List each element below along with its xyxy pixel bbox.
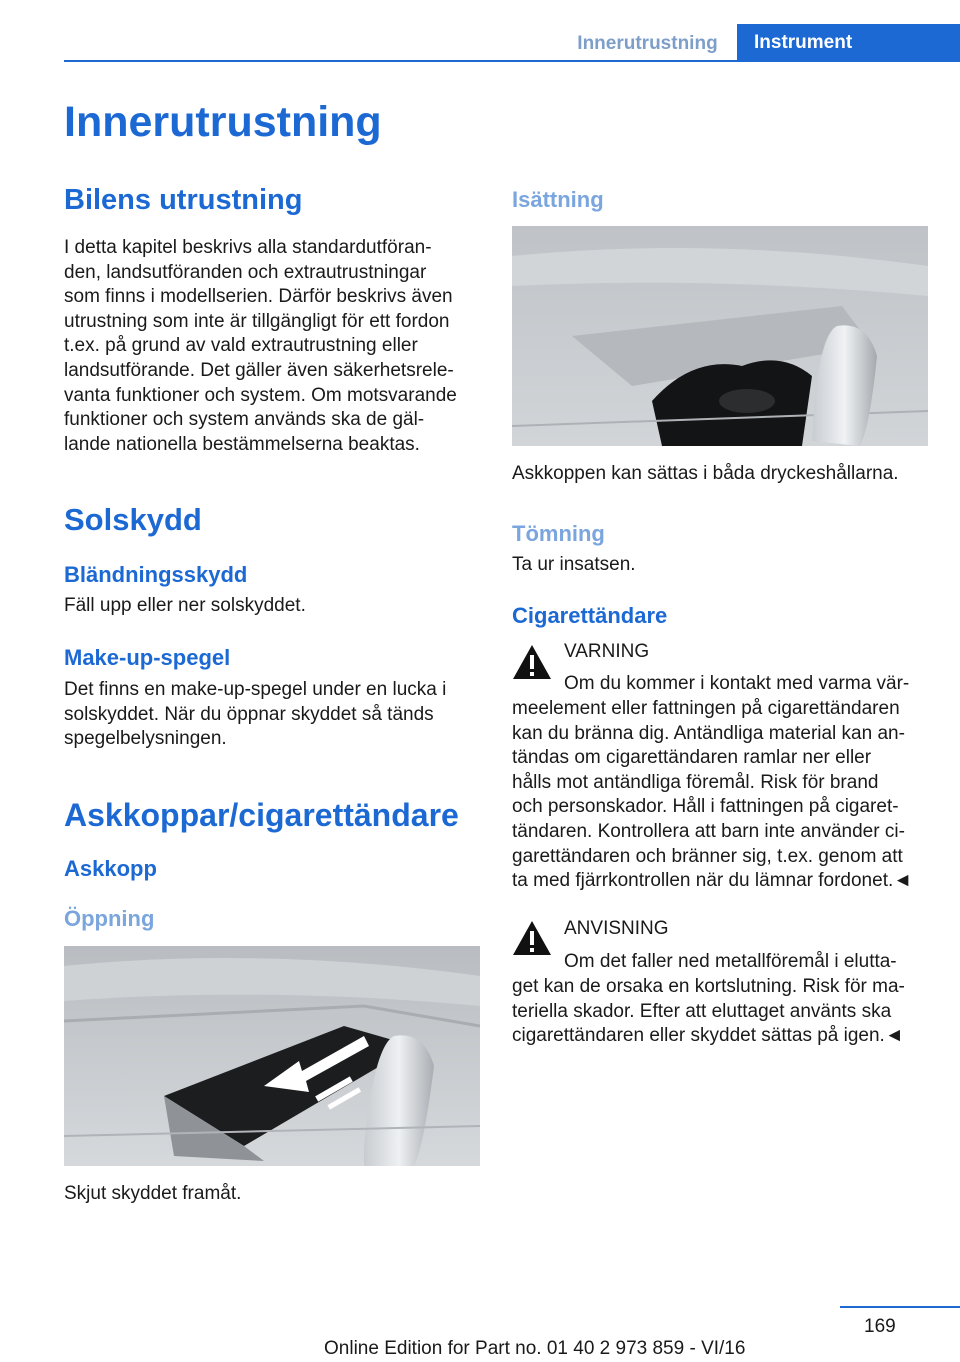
notice-icon: [512, 920, 552, 956]
section-text-bilens-utrustning: I detta kapitel beskrivs alla standardutföran- den, landsutföranden och extrautrustningar som finns i modellserien. Därför beskrivs även utrustning som inte är tillgängligt för ett fordon t.ex. på grund av vald extrautrustning eller landsutförande. Det gäller även säkerhetsrele- vanta funktioner och system. Om motsvarande funktioner och system används ska de gäl- lande nationella bestämmelserna beaktas.: [64, 237, 457, 455]
footer-rule: [840, 1306, 960, 1308]
page-title: Innerutrustning: [64, 98, 382, 146]
section-title-askkoppar: Askkoppar/cigarettändare: [64, 797, 459, 833]
footer-edition: Online Edition for Part no. 01 40 2 973 859 - VI/16: [324, 1338, 746, 1359]
subsection-text-blandningsskydd: Fäll upp eller ner solskyddet.: [64, 595, 306, 616]
notice-label: ANVISNING: [564, 918, 669, 939]
caption-photo-1: Skjut skyddet framåt.: [64, 1183, 242, 1204]
subsection-text-tomning: Ta ur insatsen.: [512, 554, 636, 575]
header-section-tab[interactable]: Innerutrustning: [577, 33, 718, 54]
subsection-text-make-up-spegel: Det finns en make-up-spegel under en lucka i solskyddet. När du öppnar skyddet så tänds spegelbelysningen.: [64, 679, 447, 750]
page-number: 169: [864, 1316, 896, 1337]
warning-label: VARNING: [564, 641, 650, 662]
subsection-title-cigarettandare: Cigarettändare: [512, 603, 668, 628]
warning-first-line: Om du kommer i kontakt med varma vär-: [564, 673, 910, 694]
subsection-title-tomning: Tömning: [512, 521, 605, 546]
notice-first-line: Om det faller ned metallföremål i elutta-: [564, 951, 897, 972]
caption-photo-2: Askkoppen kan sättas i båda dryckeshållarna.: [512, 463, 899, 484]
subsection-title-isattning: Isättning: [512, 187, 604, 212]
subsection-title-oppning: Öppning: [64, 906, 155, 931]
subsection-title-blandningsskydd: Bländningsskydd: [64, 562, 248, 587]
header-rule: [64, 60, 960, 62]
header-chapter-tab[interactable]: Instrument: [737, 24, 960, 62]
warning-text: meelement eller fattningen på cigarettändaren kan du bränna dig. Antändliga material kan an- tändas om cigarettändaren ramlar ner eller hålls mot antändliga föremål. Risk för brand och personskador. Håll i fattningen på cigaret- tändaren. Kontrollera att barn inte använder ci- garettändaren och bränner sig, t.ex. genom att ta med fjärrkontrollen när du lämnar fordonet.◄: [512, 698, 913, 892]
notice-text: get kan de orsaka en kortslutning. Risk för ma- teriella skador. Efter att eluttaget använts ska cigarettändaren eller skyddet sättas på igen.◄: [512, 976, 905, 1047]
photo-ashtray-cover: [64, 946, 480, 1166]
section-title-bilens-utrustning: Bilens utrustning: [64, 184, 303, 216]
subsection-title-make-up-spegel: Make-up-spegel: [64, 645, 231, 670]
photo-ashtray-cupholder: [512, 226, 928, 446]
warning-icon: [512, 644, 552, 680]
subsection-title-askkopp: Askkopp: [64, 856, 157, 881]
section-title-solskydd: Solskydd: [64, 502, 202, 537]
